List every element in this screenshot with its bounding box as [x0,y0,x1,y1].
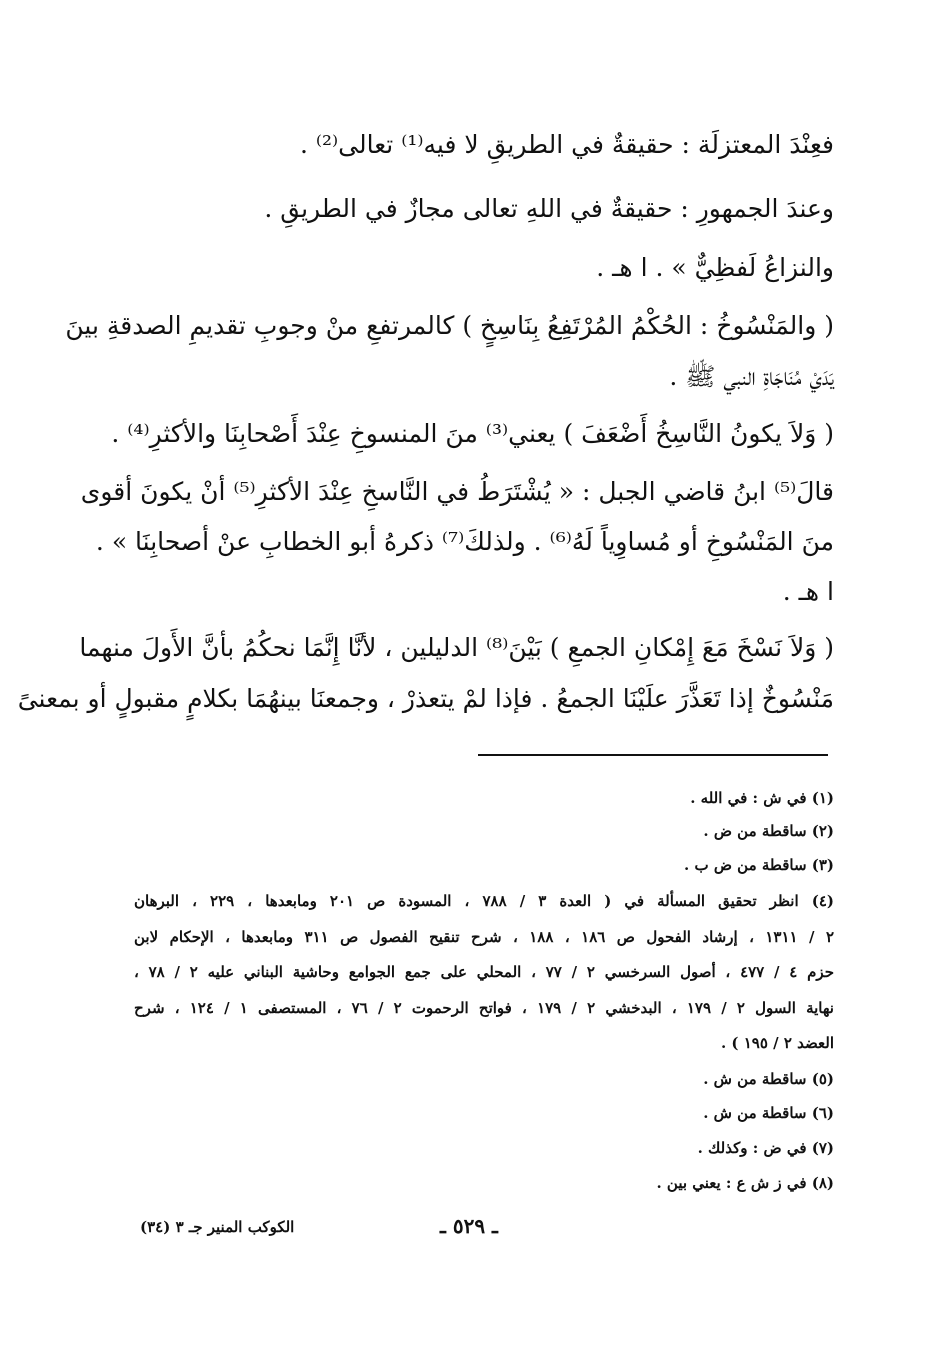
footnote-separator [478,754,828,756]
footnote-4-line-1: (٤) انظر تحقيق المسألة في ( العدة ٣ / ٧٨٨ ، المسودة ص ٢٠١ ومابعدها ، ٢٢٩ ، البرهان [134,892,834,910]
text-line-10: ( وَلاَ نَسْخَ مَعَ إِمْكانِ الجمعِ ) بَيْنَ⁽⁸⁾ الدليلين ، لأنَّا إِنَّمَا نحكُمُ بأنَّ الأَولَ منهما [79,633,834,662]
running-footer-title: الكوكب المنير جـ ٣ (٣٤) [140,1218,295,1236]
text-line-6: ( وَلاَ يكونُ النَّاسِخُ أَضْعَفَ ) يعني⁽³⁾ منَ المنسوخِ عِنْدَ أَصْحابِنَا والأكثرِ⁽⁴⁾ . [111,419,834,448]
text-line-8: منَ المَنْسُوخِ أو مُساوِياً لَهُ⁽⁶⁾ . ولذلكَ⁽⁷⁾ ذكرهُ أبو الخطابِ عنْ أصحابِنَا » . [95,527,834,556]
text-line-9: ا هـ . [782,577,834,606]
text-line-11: مَنْسُوخٌ إذا تَعَذَّرَ علَيْنَا الجمعُ . فإذا لمْ يتعذرْ ، وجمعنَا بينهُمَا بكلامٍ مقبولٍ أو بمعنىً [17,684,834,713]
text-line-4: ( والمَنْسُوخُ : الحُكْمُ المُرْتَفِعُ بِنَاسِخٍ ) كالمرتفعِ منْ وجوبِ تقديمِ الصدقةِ بينَ [65,311,834,340]
footnote-8: (٨) في ز ش ع : يعني بين . [656,1174,834,1192]
text-line-7: قالَ⁽⁵⁾ ابنُ قاضي الجبل : « يُشْتَرَطُ في النَّاسخِ عِنْدَ الأكثرِ⁽⁵⁾ أنْ يكونَ أقوى [80,477,834,506]
footnote-6: (٦) ساقطة من ش . [703,1104,834,1122]
footnote-7: (٧) في ض : وكذلك . [697,1139,834,1157]
text-line-2: وعندَ الجمهورِ : حقيقةٌ في اللهِ تعالى مجازٌ في الطريقِ . [264,194,834,223]
footnote-3: (٣) ساقطة من ض ب . [684,856,834,874]
footnote-5: (٥) ساقطة من ش . [703,1070,834,1088]
footnote-4-line-2: ٢ / ١٣١١ ، إرشاد الفحول ص ١٨٦ ، ١٨٨ ، شرح تنقيح الفصول ص ٣١١ ومابعدها ، الإحكام لابن [134,928,834,946]
text-line-5: يَدَيْ مُنَاجَاةِ النبي ﷺ . [669,362,834,391]
text-line-3: والنزاعُ لَفظِيٌّ » . ا هـ . [596,253,834,282]
footnote-4-line-3: حزم ٤ / ٤٧٧ ، أصول السرخسي ٢ / ٧٧ ، المحلي على جمع الجوامع وحاشية البناني عليه ٢ / ٧٨ ، [134,963,834,981]
footnote-1: (١) في ش : في الله . [690,789,834,807]
page-number: ـ ٥٢٩ ـ [440,1214,498,1238]
footnote-4-line-4: نهاية السول ٢ / ١٧٩ ، البدخشي ٢ / ١٧٩ ، فواتح الرحموت ٢ / ٧٦ ، المستصفى ١ / ١٢٤ ، شرح [134,999,834,1017]
text-line-1: فعِنْدَ المعتزلَة : حقيقةٌ في الطريقِ لا فيه⁽¹⁾ تعالى⁽²⁾ . [299,130,834,159]
footnote-2: (٢) ساقطة من ض . [703,822,834,840]
footnote-4-line-5: العضد ٢ / ١٩٥ ) . [720,1034,834,1052]
